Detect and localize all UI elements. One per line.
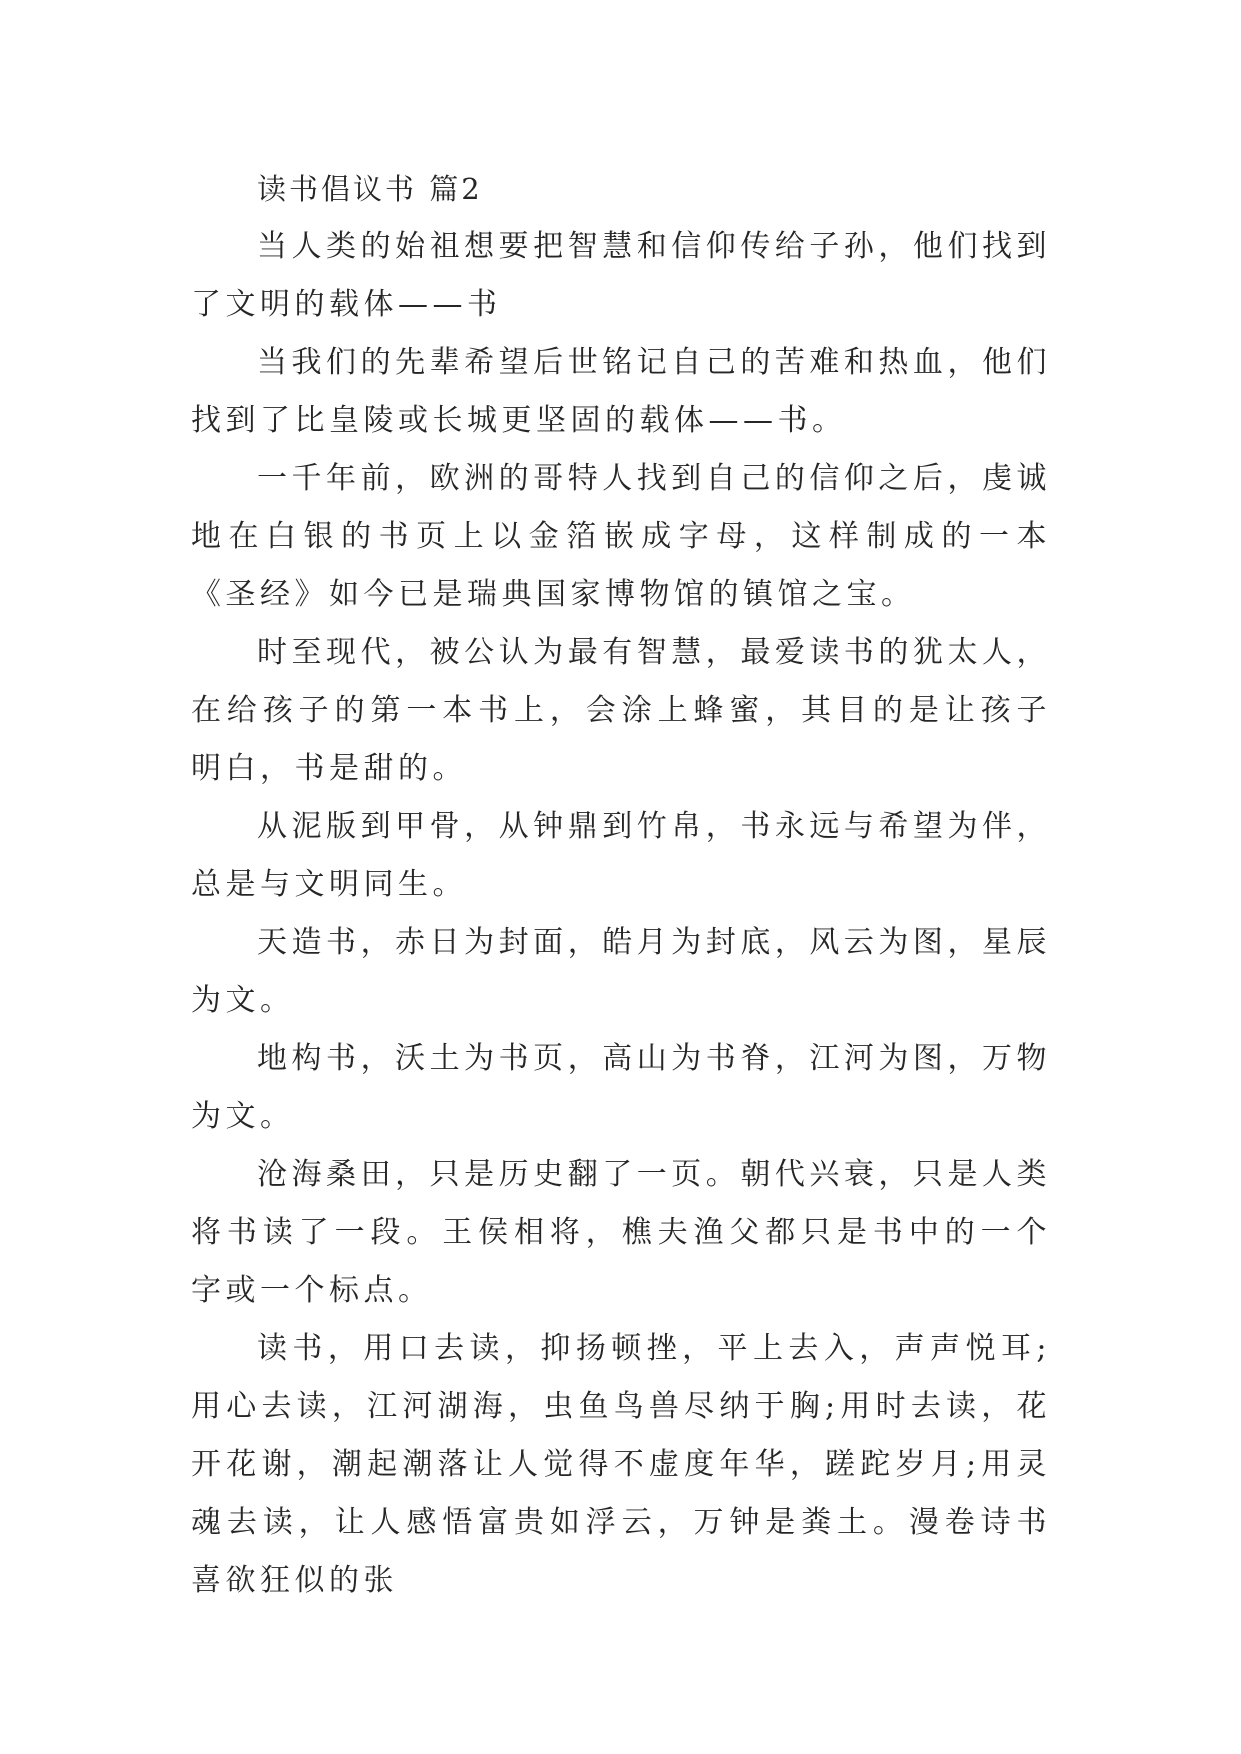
paragraph: 地构书，沃土为书页，高山为书脊，江河为图，万物为文。 (191, 1041, 1051, 1134)
document-body (191, 160, 1051, 1610)
paragraph: 当我们的先辈希望后世铭记自己的苦难和热血，他们找到了比皇陵或长城更坚固的载体——书。 (191, 345, 1051, 438)
paragraph: 一千年前，欧洲的哥特人找到自己的信仰之后，虔诚地在白银的书页上以金箔嵌成字母，这样制成的一本《圣经》如今已是瑞典国家博物馆的镇馆之宝。 (191, 461, 1051, 612)
paragraph: 当人类的始祖想要把智慧和信仰传给子孙，他们找到了文明的载体——书 (191, 229, 1051, 322)
paragraph: 时至现代，被公认为最有智慧，最爱读书的犹太人，在给孩子的第一本书上，会涂上蜂蜜，其目的是让孩子明白，书是甜的。 (191, 635, 1051, 786)
paragraph: 天造书，赤日为封面，皓月为封底，风云为图，星辰为文。 (191, 925, 1051, 1018)
paragraph: 从泥版到甲骨，从钟鼎到竹帛，书永远与希望为伴，总是与文明同生。 (191, 809, 1051, 902)
paragraph: 沧海桑田，只是历史翻了一页。朝代兴衰，只是人类将书读了一段。王侯相将，樵夫渔父都只是书中的一个字或一个标点。 (191, 1157, 1051, 1308)
section-heading: 读书倡议书 篇2 (257, 172, 483, 206)
paragraph: 读书，用口去读，抑扬顿挫，平上去入，声声悦耳;用心去读，江河湖海，虫鱼鸟兽尽纳于胸;用时去读，花开花谢，潮起潮落让人觉得不虚度年华，蹉跎岁月;用灵魂去读，让人感悟富贵如浮云，万钟是粪土。漫卷诗书喜欲狂似的张 (191, 1331, 1051, 1598)
